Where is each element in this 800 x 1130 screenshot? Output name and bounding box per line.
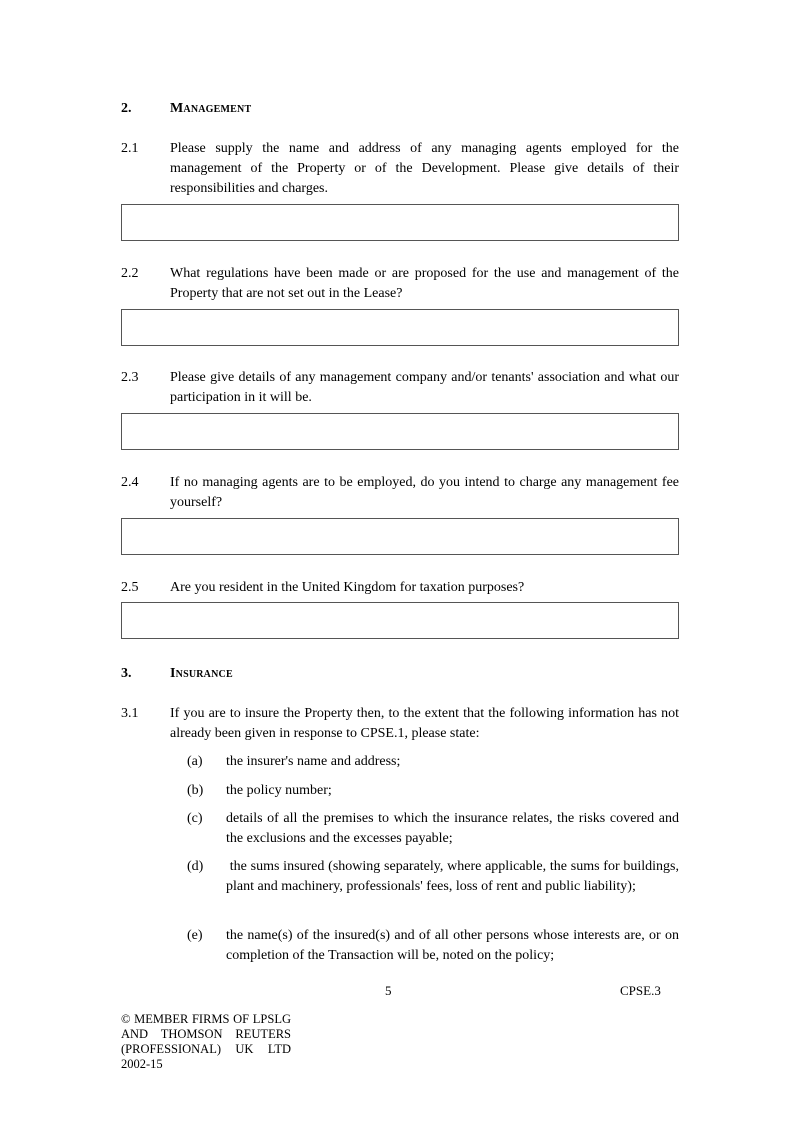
subitem-e-text: the name(s) of the insured(s) and of all other persons whose interests are, or on completion of the Transaction will be, noted on the policy; — [226, 928, 679, 963]
item-2-4-question: If no managing agents are to be employed, do you intend to charge any management fee yourself? — [170, 475, 679, 510]
subitem-d-label: (d) — [187, 859, 204, 874]
item-3-1-question: If you are to insure the Property then, to the extent that the following information has not already been given in response to CPSE.1, please state: — [170, 706, 679, 741]
item-2-1-question: Please supply the name and address of any managing agents employed for the management of the Property or of the Development. Please give details of their responsibilities and charges. — [170, 141, 679, 196]
item-2-5-number: 2.5 — [121, 580, 139, 595]
item-2-1-number: 2.1 — [121, 141, 139, 156]
item-2-3-number: 2.3 — [121, 370, 139, 385]
subitem-c-label: (c) — [187, 811, 203, 826]
section-2-title: Management — [170, 101, 252, 116]
copyright-line: © MEMBER FIRMS OF LPSLG — [121, 1012, 291, 1026]
subitem-e-label: (e) — [187, 928, 203, 943]
copyright-line: AND THOMSON REUTERS — [121, 1027, 291, 1041]
subitem-a-text: the insurer's name and address; — [226, 754, 401, 769]
subitem-d-text: the sums insured (showing separately, where applicable, the sums for buildings, plant and machinery, professionals' fees, loss of rent and public liability); — [226, 859, 683, 894]
item-2-2-number: 2.2 — [121, 266, 139, 281]
subitem-b-text: the policy number; — [226, 783, 332, 798]
section-3-title: Insurance — [170, 666, 233, 681]
item-2-5-answer-box[interactable] — [121, 602, 679, 639]
item-2-4-number: 2.4 — [121, 475, 139, 490]
subitem-c-text: details of all the premises to which the insurance relates, the risks covered and the exclusions and the excesses payable; — [226, 811, 679, 846]
item-2-1-answer-box[interactable] — [121, 204, 679, 241]
item-2-4-answer-box[interactable] — [121, 518, 679, 555]
item-2-3-answer-box[interactable] — [121, 413, 679, 450]
item-2-2-question: What regulations have been made or are proposed for the use and management of the Property that are not set out in the Lease? — [170, 266, 679, 301]
item-3-1-number: 3.1 — [121, 706, 139, 721]
item-2-3-question: Please give details of any management company and/or tenants' association and what our participation in it will be. — [170, 370, 679, 405]
section-2-number: 2. — [121, 101, 132, 116]
item-2-5-question: Are you resident in the United Kingdom for taxation purposes? — [170, 580, 525, 595]
subitem-b-label: (b) — [187, 783, 204, 798]
subitem-a-label: (a) — [187, 754, 203, 769]
copyright-notice — [121, 1012, 291, 1072]
page-number: 5 — [385, 983, 392, 998]
item-2-2-answer-box[interactable] — [121, 309, 679, 346]
copyright-line: (PROFESSIONAL) UK LTD — [121, 1042, 291, 1056]
section-3-number: 3. — [121, 666, 132, 681]
document-reference: CPSE.3 — [620, 983, 661, 998]
copyright-year: 2002-15 — [121, 1057, 163, 1071]
